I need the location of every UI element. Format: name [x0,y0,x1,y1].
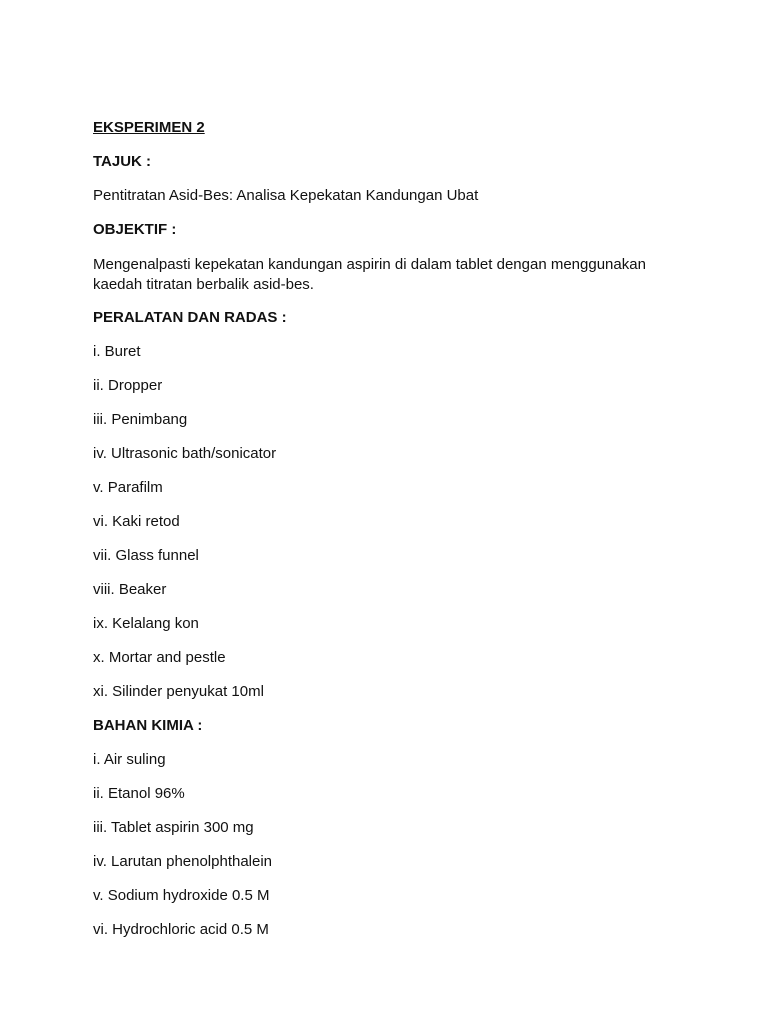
title-heading: TAJUK : [93,153,152,170]
equipment-item: viii. Beaker [93,581,167,598]
chemicals-heading: BAHAN KIMIA : [93,717,203,734]
equipment-item: vii. Glass funnel [93,547,199,564]
equipment-item: iii. Penimbang [93,411,188,428]
equipment-item: ix. Kelalang kon [93,615,199,632]
chemical-item: vi. Hydrochloric acid 0.5 M [93,921,269,938]
chemical-item: iv. Larutan phenolphthalein [93,853,273,870]
equipment-item: ii. Dropper [93,377,163,394]
equipment-item: xi. Silinder penyukat 10ml [93,683,264,700]
objective-line: kaedah titratan berbalik asid-bes. [93,276,314,293]
chemical-item: ii. Etanol 96% [93,785,185,802]
equipment-item: iv. Ultrasonic bath/sonicator [93,445,277,462]
objective-heading: OBJEKTIF : [93,221,177,238]
equipment-item: x. Mortar and pestle [93,649,226,666]
chemical-item: i. Air suling [93,751,166,768]
objective-paragraph [93,255,693,295]
equipment-item: vi. Kaki retod [93,513,180,530]
experiment-title: EKSPERIMEN 2 [93,119,205,136]
equipment-item: v. Parafilm [93,479,163,496]
chemical-item: iii. Tablet aspirin 300 mg [93,819,254,836]
title-text: Pentitratan Asid-Bes: Analisa Kepekatan Kandungan Ubat [93,187,479,204]
equipment-heading: PERALATAN DAN RADAS : [93,309,287,326]
objective-line: Mengenalpasti kepekatan kandungan aspirin di dalam tablet dengan menggunakan [93,256,646,273]
equipment-item: i. Buret [93,343,141,360]
chemical-item: v. Sodium hydroxide 0.5 M [93,887,270,904]
